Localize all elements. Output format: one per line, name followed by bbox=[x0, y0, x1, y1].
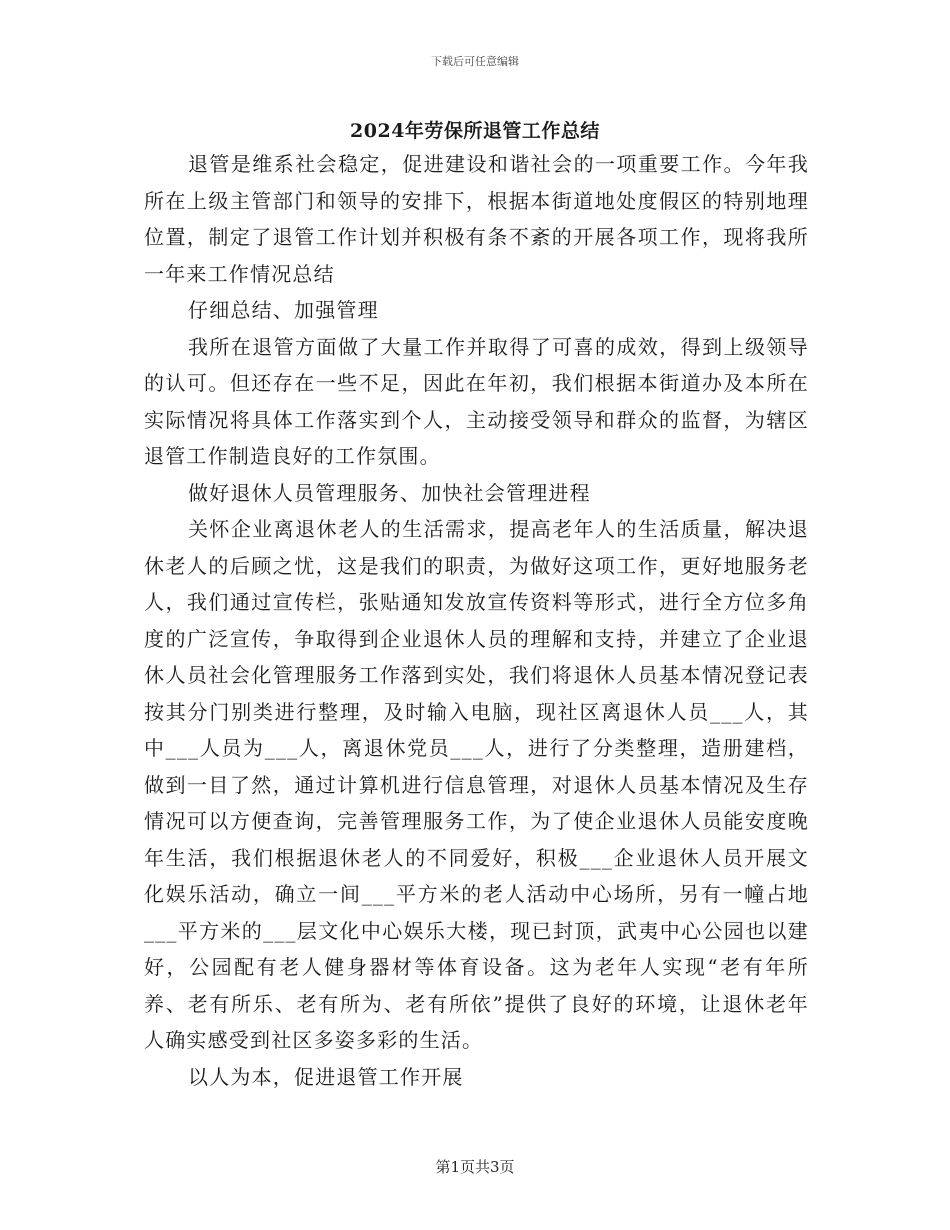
paragraph-intro: 退管是维系社会稳定，促进建设和谐社会的一项重要工作。今年我所在上级主管部门和领导的安排下，根据本街道地处度假区的特别地理位置，制定了退管工作计划并积极有条不紊的开展各项工作，现将我所一年来工作情况总结 bbox=[144, 152, 809, 286]
paragraph-section-2: 关怀企业离退休老人的生活需求，提高老年人的生活质量，解决退休老人的后顾之忧，这是我们的职责，为做好这项工作，更好地服务老人，我们通过宣传栏，张贴通知发放宣传资料等形式，进行全方位多角度的广泛宣传，争取得到企业退休人员的理解和支持，并建立了企业退休人员社会化管理服务工作落到实处，我们将退休人员基本情况登记表按其分门别类进行整理，及时输入电脑，现社区离退休人员___人，其中___人员为___人，离退休党员___人，进行了分类整理，造册建档，做到一目了然，通过计算机进行信息管理，对退休人员基本情况及生存情况可以方便查询，完善管理服务工作，为了使企业退休人员能安度晚年生活，我们根据退休老人的不同爱好，积极___企业退休人员开展文化娱乐活动，确立一间___平方米的老人活动中心场所，另有一幢占地___平方米的___层文化中心娱乐大楼，现已封顶，武夷中心公园也以建好，公园配有老人健身器材等体育设备。这为老年人实现“老有年所养、老有所乐、老有所为、老有所依”提供了良好的环境，让退休老年人确实感受到社区多姿多彩的生活。 bbox=[144, 517, 809, 1052]
download-note: 下载后可任意编辑 bbox=[431, 55, 519, 68]
document-body bbox=[144, 146, 809, 1095]
paragraph-section-1: 我所在退管方面做了大量工作并取得了可喜的成效，得到上级领导的认可。但还存在一些不足，因此在年初，我们根据本街道办及本所在实际情况将具体工作落实到个人，主动接受领导和群众的监督，为辖区退管工作制造良好的工作氛围。 bbox=[144, 334, 809, 468]
section-heading-2: 做好退休人员管理服务、加快社会管理进程 bbox=[188, 480, 591, 505]
page-number: 第1页共3页 bbox=[435, 1158, 515, 1176]
section-heading-1: 仔细总结、加强管理 bbox=[188, 298, 379, 322]
document-title: 2024年劳保所退管工作总结 bbox=[350, 120, 600, 142]
section-heading-3: 以人为本，促进退管工作开展 bbox=[188, 1064, 464, 1089]
